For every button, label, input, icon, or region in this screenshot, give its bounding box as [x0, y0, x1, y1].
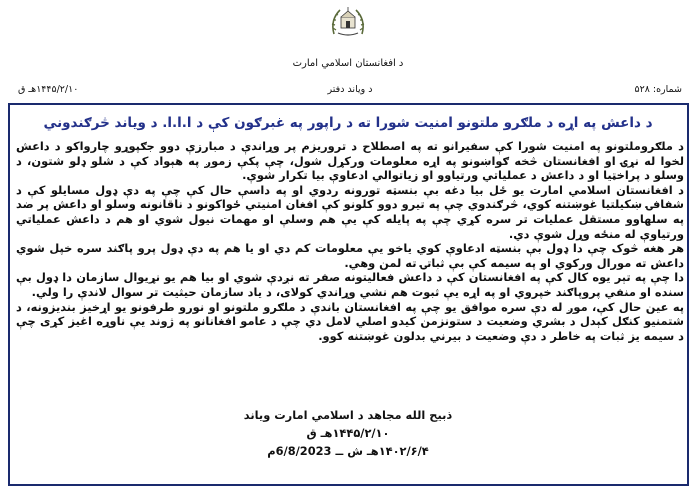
paragraph: د ملګروملتونو په امنیت شورا کې سفیرانو ته په اصطلاح د تروریزم پر وړاندې د مبارزې دوو جګپوړو چارواکو د داعش لخوا له نړۍ او افغانستان څخه ګواښونو په اړه معلومات ورکړل شول، چې پکې زموږ په هېواد کې د شلو ډلو شتون، د وسلو د پراخټیا او د داعش د عملیاتي ورتیاوو او زیاتوالي ادعاوې بیا تکرار شوې. — [16, 139, 684, 183]
reference-number: شماره: ۵۲۸ — [634, 84, 682, 95]
organization-title: د افغانستان اسلامي امارت — [292, 58, 404, 69]
statement-body — [16, 139, 684, 343]
signatory-name: ذبیح الله مجاهد د اسلامي امارت ویاند — [243, 408, 453, 422]
paragraph: دا چې په تېر یوه کال کې په افغانستان کې د داعش فعالیتونه صفر ته نږدې شوي او بیا هم یو نړیوال سازمان دا ډول بې سنده او منفي پروپاګند خپروي او په اړه یې ثبوت هم نشي وړاندي کولای، د یاد سازمان حیثیت تر سوال لاندې را ولي. — [16, 270, 684, 299]
signature-dates-line: ۱۴۰۲/۶/۴هـ ش ــ 6/8/2023م — [267, 444, 429, 458]
signature-block — [0, 406, 696, 460]
emirate-emblem-icon — [328, 4, 368, 38]
document-meta-row — [18, 84, 682, 98]
paragraph: په عین حال کې، موږ له دې سره موافق یو چې په افغانستان باندې د ملګرو ملتونو او نورو طرفونو یو اړخیز بندیزونه، د شتمنیو کنګل کېدل د بشري وضعیت د ستونزمن کیدو اصلي لامل دي چې د عامو افغانانو په ژوند یې ناوړه اغیز کړی چې د سیمه یز ثبات په خاطر د دې وضعیت د بیرني بدلون غوښتنه کوو. — [16, 299, 684, 343]
office-name: د ویاند دفتر — [327, 84, 373, 95]
paragraph: هر هغه څوک چې دا ډول بې بنسټه ادعاوې کوي یاخو یې معلومات کم دي او یا هم په دې ډول پرو پاګند سره خپل شوي داعش ته مورال ورکوي او په سیمه کې بې ثباتۍ ته لمن وهي. — [16, 241, 684, 270]
signature-date-hijri: ۱۴۴۵/۲/۱۰هـ ق — [306, 426, 390, 440]
statement-headline: د داعش په اړه د ملګرو ملتونو امنیت شورا ته د راپور په غبرګون کې د ا.ا.ا. د ویاند څرګندوني — [43, 115, 653, 131]
paragraph: د افغانستان اسلامي امارت یو ځل بیا دغه بې بنسټه تورونه ردوي او په داسې حال کې چې په دې ډول مسایلو کې د شفافۍ ښکیلتیا غوښتنه کوي، څرګندوي چې په تیرو دوو کلونو کې افغان امنیتي ځواکونو د ناقانونه وسلو او داعش پر ضد په سلهاوو مستقل عملیات تر سره کړي چې په پایله کې یې هم وسلې او مهمات نیول شوي او هم د داعش عملیاتي ورتیاوې له منځه وړل شوې دي. — [16, 182, 684, 241]
document-date: ۱۴۴۵/۲/۱۰هـ ق — [18, 84, 79, 95]
